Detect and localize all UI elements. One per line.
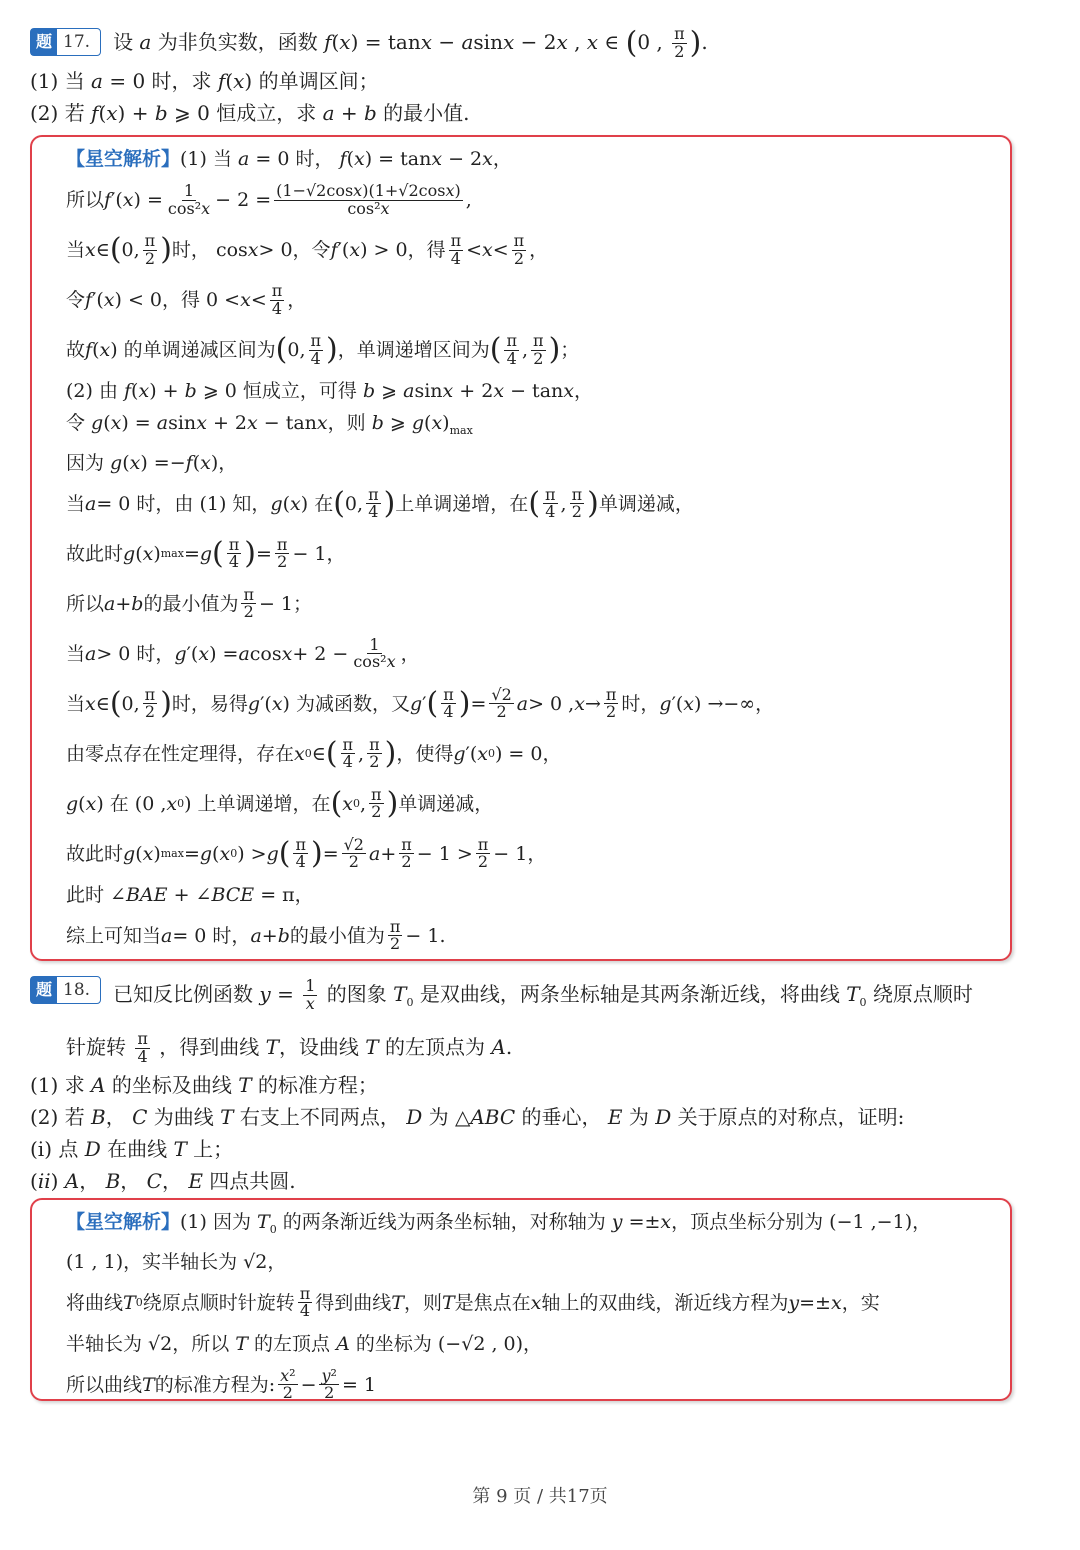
question-badge: 题 17. [30,28,101,56]
solution-18-box [30,1198,1012,1401]
sol18-line-3: 将曲线 T 0 绕原点顺时针旋转 $\frac{\pi}{4}$ 得到曲线 T ，则 T 是焦点在 x 轴上的双曲线，渐近线方程为 y =± x ，实 [66,1283,880,1321]
sol17-line-15: g ( x ) 在 (0 , x 0 ) 上单调递增，在 ( x 0 , $\frac{\pi}{2}$ ) 单调递减， [66,784,494,822]
sol17-line-12: 当 a > 0 时， g ′( x ) = a cos x + 2 − $\frac{1}{\text{cos²x}}$ ， [66,634,420,672]
sol18-line-5: 所以曲线 T 的标准方程为: $\frac{\text{x²}}{2}$ − $\frac{\text{y²}}{2}$ = 1 [66,1365,377,1403]
sol17-line-4: 令 f ′( x ) < 0，得 0 < x < $\frac{\pi}{4}$ ， [66,280,307,318]
solution-17-box [30,135,1012,961]
sol17-line-9: 当 a = 0 时，由 (1) 知， g ( x ) 在 ( 0, $\frac{\pi}{4}$ ) 上单调递增，在 ( $\frac{\pi}{4}$ , $\frac{\pi}{2}$ ) 单调递减， [66,484,694,522]
page-footer: 第 9 页 / 共17页 [472,1486,608,1507]
q18-part1: (1) 求 A 的坐标及曲线 T 的标准方程； [30,1073,378,1097]
q18-stem-b: 针旋转 $\frac{\pi}{4}$ ，得到曲线 T，设曲线 T 的左顶点为 A. [66,1029,513,1066]
question-18 [30,972,1040,1197]
sol18-line-1: 【星空解析】(1) 因为 $T_0$ 的两条渐近线为两条坐标轴，对称轴为 y =±x，顶点坐标分别为 (−1 ,−1)， [66,1211,932,1236]
sol17-line-16: 故此时 g ( x ) max = g ( x 0 ) > g ( $\frac{\pi}{4}$ ) = $\frac{√2}{2}$ a + $\frac{\pi}{2}$ − 1 > $\frac{\pi}{2}$ − 1， [66,834,547,872]
sol18-line-4: 半轴长为 √2，所以 T 的左顶点 A 的坐标为 (−√2 , 0)， [66,1332,543,1355]
sol17-line-10: 故此时 g ( x ) max = g ( $\frac{\pi}{4}$ ) = $\frac{\pi}{2}$ − 1， [66,534,346,572]
question-17 [30,24,1040,129]
q18-stem-a: 已知反比例函数 y = $\frac{1}{x}$ 的图象 $T_0$ 是双曲线，两条坐标轴是其两条渐近线，将曲线 $T_0$ 绕原点顺时 [113,976,973,1013]
sol17-line-2: 所以 f ′( x ) = $\frac{1}{\text{cos²x}}$ − 2 = $\frac{(1-√2\cos x)(1+√2\cos x)}{\text{cos²x}}$ , [66,180,472,218]
sol17-line-17: 此时 ∠BAE + ∠BCE = π， [66,883,314,906]
sol17-line-1: 【星空解析】(1) 当 a = 0 时， f(x) = tanx − 2x， [66,148,512,170]
sol17-line-13: 当 x ∈ ( 0, $\frac{\pi}{2}$ ) 时，易得 g ′( x ) 为减函数，又 g ′ ( $\frac{\pi}{4}$ ) = $\frac{√2}{2}$ a > 0 , x → $\frac{\pi}{2}$ 时， g ′( x ) →−∞， [66,684,775,722]
sol17-line-7: 令 g(x) = asinx + 2x − tanx，则 b ⩾ $g(x)_{max}$ [66,412,473,437]
sol17-line-11: 所以 a + b 的最小值为 $\frac{\pi}{2}$ − 1； [66,584,313,622]
sol17-line-14: 由零点存在性定理得，存在 x 0 ∈ ( $\frac{\pi}{4}$ , $\frac{\pi}{2}$ ) ，使得 g ′( x 0 ) = 0， [66,734,562,772]
q18-part2: (2) 若 B， C 为曲线 T 右支上不同两点， D 为 △ABC 的垂心， E 为 D 关于原点的对称点，证明: [30,1105,905,1129]
sol17-line-18: 综上可知当 a = 0 时， a + b 的最小值为 $\frac{\pi}{2}$ − 1. [66,916,446,954]
question-badge: 题 18. [30,976,101,1004]
q17-stem: 设 a 为非负实数，函数 f(x) = tanx − asinx − 2x , x ∈ (0 , $\frac{\pi}{2}$ ). [113,24,708,61]
sol17-line-3: 当 x ∈ ( 0, $\frac{\pi}{2}$ ) 时， cos x > 0，令 f ′( x ) > 0，得 $\frac{\pi}{4}$ < x < $\frac{\pi}{2}$ ， [66,230,549,268]
q17-part1: (1) 当 a = 0 时，求 f(x) 的单调区间； [30,68,379,93]
q18-part2i: (i) 点 D 在曲线 T 上； [30,1137,234,1161]
sol17-line-8: 因为 g(x) =−f(x)， [66,451,238,474]
q17-part2: (2) 若 f(x) + b ⩾ 0 恒成立，求 a + b 的最小值. [30,100,470,125]
q18-part2ii: (ii) A， B， C， E 四点共圆. [30,1169,296,1193]
sol17-line-6: (2) 由 f(x) + b ⩾ 0 恒成立，可得 b ⩾ asinx + 2x − tanx， [66,380,593,402]
sol17-line-5: 故 f ( x ) 的单调递减区间为 ( 0, $\frac{\pi}{4}$ ) ，单调递增区间为 ( $\frac{\pi}{4}$ , $\frac{\pi}{2}$ ) ； [66,330,580,368]
sol18-line-2: (1 , 1)，实半轴长为 √2， [66,1250,287,1273]
